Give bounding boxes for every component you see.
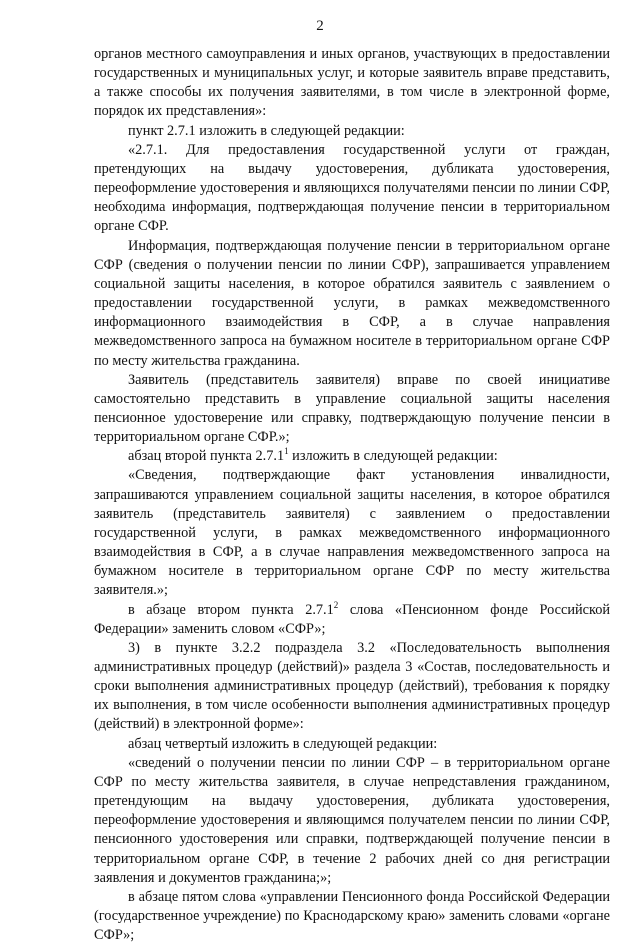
paragraph-12: в абзаце пятом слова «управлении Пенсионного фонда Российской Федерации (государственное учреждение) по Краснодарскому краю» заменить словами «органе СФР»; — [94, 888, 610, 944]
paragraph-4: Информация, подтверждающая получение пенсии в территориальном органе СФР (сведения о получении пенсии по линии СФР), запрашивается управлением социальной защиты населения, в которое обратился заявитель с заявлением о предоставлении государственной услуги, в рамках межведомственного информационного взаимодействия в СФР, а в случае направления межведомственного запроса на бумажном носителе в территориальном органе СФР по месту жительства гражданина. — [94, 237, 610, 369]
paragraph-8-tail: слова «Пенсионном фонде Российской Федерации» заменить словом «СФР»; — [94, 601, 610, 637]
page-number: 2 — [316, 18, 324, 34]
paragraph-8 — [94, 601, 610, 639]
paragraph-2: пункт 2.7.1 изложить в следующей редакции: — [128, 122, 405, 139]
superscript-2: 2 — [333, 599, 339, 610]
paragraph-10: абзац четвертый изложить в следующей редакции: — [128, 735, 438, 752]
paragraph-7: «Сведения, подтверждающие факт установления инвалидности, запрашиваются управлением социальной защиты населения, в которое обратился заявитель (представитель заявителя) с заявлением о предоставлении государственной услуги, в рамках межведомственного информационного взаимодействия в СФР, а в случае направления межведомственного запроса на бумажном носителе в территориальном органе СФР по месту жительства заявителя.»; — [94, 467, 610, 599]
paragraph-6-tail: изложить в следующей редакции: — [288, 448, 498, 465]
paragraph-1: органов местного самоуправления и иных органов, участвующих в предоставлении государственных и муниципальных услуг, и которые заявитель вправе представить, а также способы их получения заявителями, в том числе в электронной форме, порядок их представления»: — [94, 46, 610, 120]
paragraph-5: Заявитель (представитель заявителя) вправе по своей инициативе самостоятельно представить в управление социальной защиты населения пенсионное удостоверение или справку, подтверждающую получение пенсии в территориальном органе СФР.»; — [94, 371, 610, 446]
superscript-1: 1 — [284, 446, 289, 457]
paragraph-9: 3) в пункте 3.2.2 подраздела 3.2 «Последовательность выполнения административных процедур (действий)» раздела 3 «Состав, последовательность и сроки выполнения административных процедур (действий), требования к порядку их выполнения, в том числе особенности выполнения административных процедур (действий) в электронной форме»: — [94, 639, 610, 733]
paragraph-6-text: абзац второй пункта 2.7.1 — [128, 448, 285, 465]
paragraph-11: «сведений о получении пенсии по линии СФР – в территориальном органе СФР по месту жительства заявителя, в случае непредставления гражданином, претендующим на выдачу удостоверения, дубликата удостоверения, переоформление удостоверения и являющимся получателем пенсии по линии СФР, пенсионного удостоверения или справки, подтверждающей получение пенсии в территориальном органе СФР, в течение 2 рабочих дней со дня регистрации заявления и документов гражданина;»; — [94, 754, 610, 886]
paragraph-3: «2.7.1. Для предоставления государственной услуги от граждан, претендующих на выдачу удостоверения, дубликата удостоверения, переоформление удостоверения и являющихся получателями пенсии по линии СФР, необходима информация, подтверждающая получение пенсии в территориальном органе СФР. — [94, 141, 610, 235]
paragraph-8-text: в абзаце втором пункта 2.7.1 — [128, 601, 334, 618]
document-body — [94, 45, 610, 945]
paragraph-6 — [94, 447, 610, 466]
